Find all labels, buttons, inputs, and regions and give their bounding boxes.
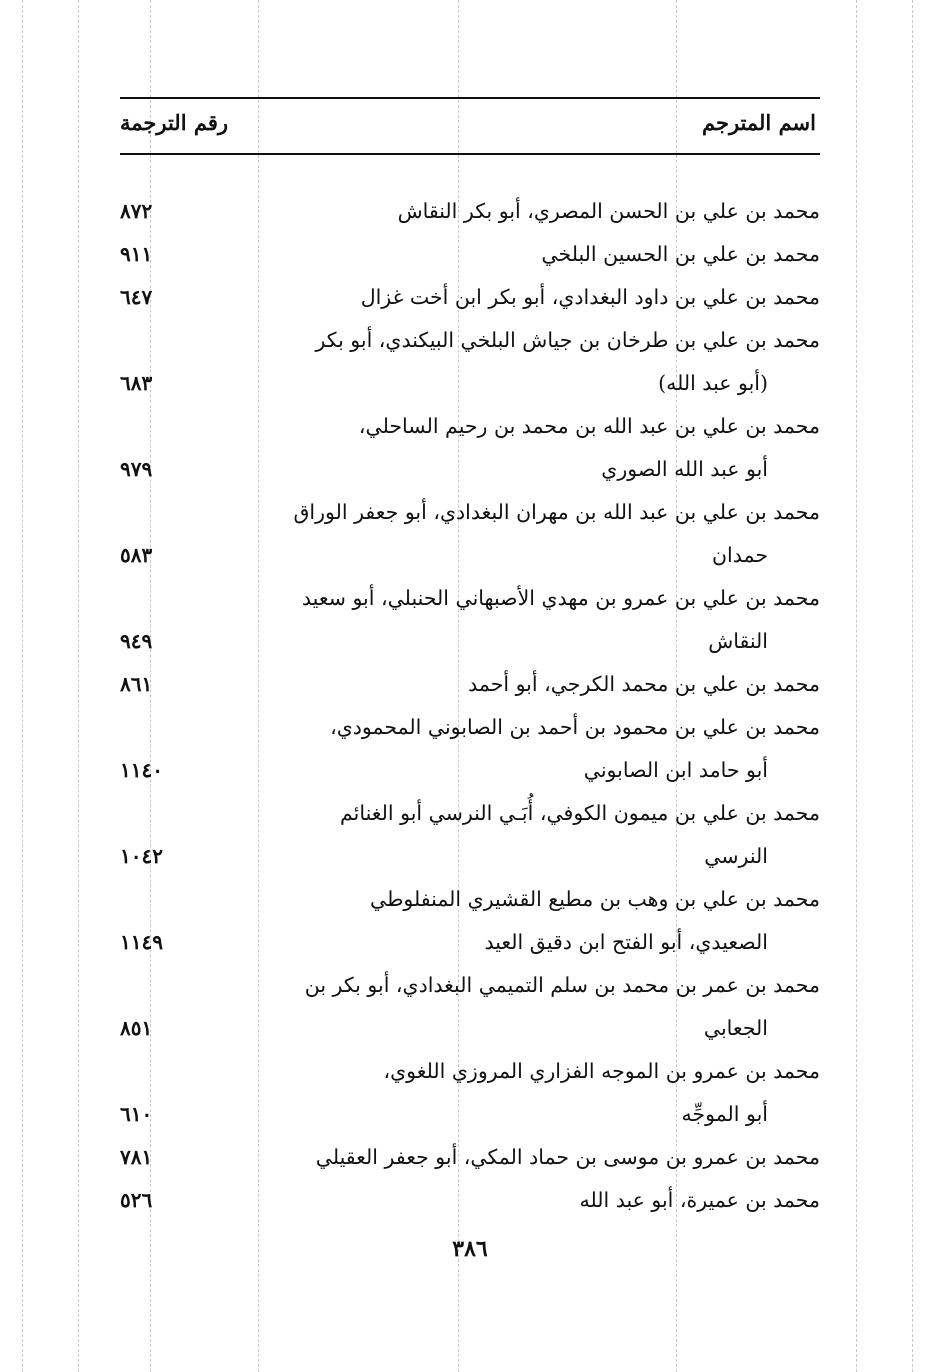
entry-name-continuation: أبو الموجِّه — [681, 1102, 768, 1126]
index-page — [120, 0, 820, 1372]
index-entry — [120, 663, 820, 706]
entry-name: محمد بن عمرو بن موسى بن حماد المكي، أبو جعفر العقيلي — [315, 1145, 820, 1169]
index-entry — [120, 319, 820, 405]
index-entry — [120, 276, 820, 319]
entry-name: محمد بن عمرو بن الموجه الفزاري المروزي اللغوي، — [383, 1059, 820, 1083]
entry-name: محمد بن عميرة، أبو عبد الله — [579, 1188, 820, 1212]
entry-number: ٥٨٣ — [120, 543, 153, 567]
index-entry — [120, 706, 820, 792]
entry-name: محمد بن علي بن داود البغدادي، أبو بكر ابن أخت غزال — [360, 285, 820, 309]
entry-number: ٩١١ — [120, 242, 153, 266]
column-header-name: اسم المترجم — [702, 110, 816, 135]
entry-name: محمد بن علي بن محمود بن أحمد بن الصابوني المحمودي، — [330, 715, 820, 739]
entry-name-continuation: الجعابي — [703, 1016, 768, 1040]
index-entry — [120, 190, 820, 233]
entry-number: ١١٤٠ — [120, 758, 163, 782]
index-entry — [120, 491, 820, 577]
entry-name: محمد بن عمر بن محمد بن سلم التميمي البغدادي، أبو بكر بن — [304, 973, 820, 997]
index-entry — [120, 964, 820, 1050]
entry-name-continuation: النقاش — [708, 629, 768, 653]
entry-name: محمد بن علي بن عبد الله بن محمد بن رحيم الساحلي، — [358, 414, 820, 438]
entry-name: محمد بن علي بن طرخان بن جياش البلخي البيكندي، أبو بكر — [315, 328, 820, 352]
entry-number: ٥٢٦ — [120, 1188, 153, 1212]
index-entry — [120, 792, 820, 878]
entry-number: ٨٧٢ — [120, 199, 153, 223]
entry-number: ٨٦١ — [120, 672, 153, 696]
entry-name: محمد بن علي بن الحسن المصري، أبو بكر النقاش — [397, 199, 820, 223]
top-rule — [120, 97, 820, 99]
entry-number: ١١٤٩ — [120, 930, 163, 954]
entry-number: ٨٥١ — [120, 1016, 153, 1040]
entry-name-continuation: أبو حامد ابن الصابوني — [583, 758, 768, 782]
index-entry — [120, 233, 820, 276]
entry-name-continuation: أبو عبد الله الصوري — [601, 457, 768, 481]
index-entry — [120, 1179, 820, 1222]
entry-number: ٩٤٩ — [120, 629, 153, 653]
entry-name-continuation: الصعيدي، أبو الفتح ابن دقيق العيد — [484, 930, 768, 954]
scan-guide-line — [78, 0, 79, 1372]
index-entry — [120, 878, 820, 964]
entry-number: ٧٨١ — [120, 1145, 153, 1169]
entry-name: محمد بن علي بن عمرو بن مهدي الأصبهاني الحنبلي، أبو سعيد — [301, 586, 820, 610]
entry-name-continuation: النرسي — [704, 844, 768, 868]
entry-name-continuation: حمدان — [711, 543, 768, 567]
entry-name: محمد بن علي بن الحسين البلخي — [541, 242, 820, 266]
entry-name-continuation: (أبو عبد الله) — [658, 371, 768, 395]
entry-name: محمد بن علي بن عبد الله بن مهران البغدادي، أبو جعفر الوراق — [293, 500, 820, 524]
entry-name: محمد بن علي بن محمد الكرجي، أبو أحمد — [468, 672, 820, 696]
index-entry — [120, 577, 820, 663]
entry-number: ٦١٠ — [120, 1102, 153, 1126]
scan-guide-line — [912, 0, 913, 1372]
entry-name: محمد بن علي بن ميمون الكوفي، أُبَـي النرسي أبو الغنائم — [339, 801, 820, 825]
entry-number: ٩٧٩ — [120, 457, 153, 481]
entry-number: ٦٨٣ — [120, 371, 153, 395]
column-header-number: رقم الترجمة — [120, 110, 229, 135]
scan-guide-line — [856, 0, 857, 1372]
index-entry — [120, 1050, 820, 1136]
index-entry — [120, 405, 820, 491]
entry-number: ٦٤٧ — [120, 285, 153, 309]
page-number: ٣٨٦ — [452, 1236, 488, 1262]
entry-name: محمد بن علي بن وهب بن مطيع القشيري المنفلوطي — [370, 887, 820, 911]
entry-number: ١٠٤٢ — [120, 844, 163, 868]
header-rule — [120, 153, 820, 155]
scan-guide-line — [22, 0, 23, 1372]
index-entry — [120, 1136, 820, 1179]
